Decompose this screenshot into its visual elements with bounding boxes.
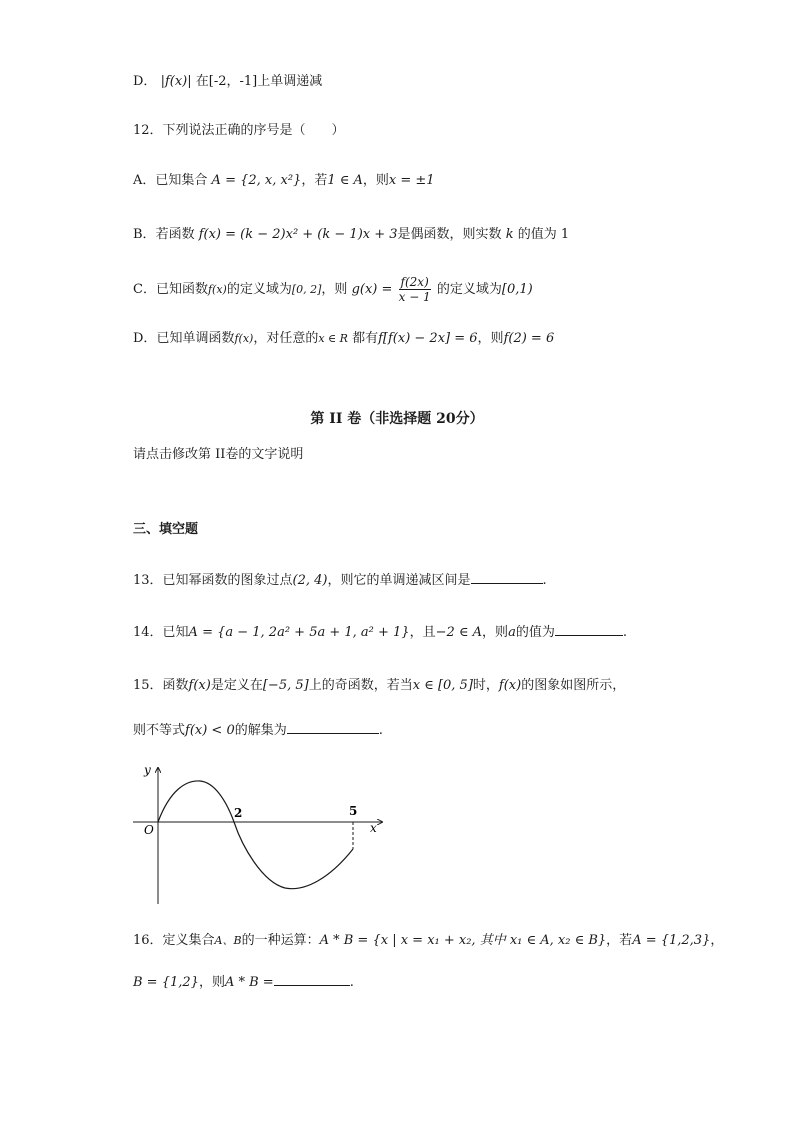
answer-blank[interactable] [471, 569, 543, 584]
math-expr: [0, 2] [291, 283, 322, 296]
question-end: . [378, 723, 383, 738]
question-end: . [349, 975, 354, 990]
question-16-line-1 [133, 931, 723, 951]
answer-blank[interactable] [287, 719, 379, 734]
math-expr: A = {2, x, x²} [211, 173, 302, 188]
math-expr: x ∈ [0, 5] [412, 678, 473, 693]
math-expr: f(x) < 0 [185, 723, 235, 738]
math-expr: |f(x)| [160, 74, 192, 89]
y-axis-label: y [144, 763, 151, 777]
option-text: ，若 [301, 173, 328, 188]
math-expr: x ∈ R [318, 332, 348, 345]
question-text: 的一种运算： [241, 933, 320, 948]
q12-option-d [133, 329, 554, 349]
question-text: ，若 [606, 933, 633, 948]
math-expr: −2 ∈ A [435, 625, 483, 640]
question-text: 13．已知幂函数的图象过点 [133, 573, 293, 588]
math-expr: f[f(x) − 2x] = 6 [378, 331, 478, 346]
option-text: 的定义域为 [436, 282, 502, 297]
answer-blank[interactable] [555, 621, 623, 636]
option-text: 已知集合 [155, 173, 208, 188]
math-expr: x = ±1 [388, 173, 435, 188]
question-text: 时， [472, 678, 499, 693]
q12-option-c [133, 275, 533, 305]
q12-option-a [133, 171, 435, 191]
question-text: ，且 [409, 625, 436, 640]
question-text: 则不等式 [133, 723, 186, 738]
question-text: 15．函数 [133, 678, 189, 693]
math-expr: f(x) [188, 678, 211, 693]
question-text: 的值为 [515, 625, 555, 640]
option-text: 的定义域为 [226, 282, 292, 297]
question-text: ， [710, 933, 724, 948]
function-curve [158, 781, 353, 889]
option-text: 都有 [352, 331, 379, 346]
q11-option-d [133, 72, 322, 92]
option-text: 若函数 [155, 227, 195, 242]
option-text: 是偶函数，则实数 [397, 227, 502, 242]
option-text: ，则 [321, 282, 348, 297]
option-text: ，对任意的 [253, 331, 319, 346]
math-expr: A * B = {x | x = x₁ + x₂, 其中 x₁ ∈ A, x₂ ∈ B} [319, 933, 607, 948]
option-text: 的值为 1 [517, 227, 570, 242]
tick-label-2: 2 [234, 806, 243, 820]
tick-label-5: 5 [349, 804, 358, 818]
section-3-title: 三、填空题 [133, 522, 199, 537]
math-expr: A = {a − 1, 2a² + 5a + 1, a² + 1} [188, 625, 410, 640]
question-text: ，则 [198, 975, 225, 990]
math-expr: a [508, 625, 516, 640]
math-expr: 1 ∈ A [327, 173, 363, 188]
math-expr: (2, 4) [292, 573, 328, 588]
question-text: 的解集为 [234, 723, 287, 738]
math-expr: f(x) [207, 283, 227, 296]
part-2-title: 第 II 卷（非选择题 20分） [310, 411, 484, 427]
option-label: B． [133, 227, 156, 242]
math-expr: A、B [214, 934, 242, 947]
question-text: ，则它的单调递减区间是 [327, 573, 471, 588]
fraction [399, 275, 431, 304]
question-text: 的图象如图所示， [521, 678, 626, 693]
function-graph [130, 760, 390, 910]
fraction-denominator: x − 1 [398, 290, 431, 304]
option-text: 已知单调函数 [156, 331, 235, 346]
math-expr: [−5, 5] [262, 678, 309, 693]
question-14 [133, 621, 627, 643]
question-text: 上的奇函数，若当 [308, 678, 413, 693]
question-text: 是定义在 [210, 678, 263, 693]
fraction-numerator: f(2x) [400, 275, 429, 289]
math-expr: f(x) [234, 332, 254, 345]
question-16-line-2 [133, 971, 354, 993]
question-text: ，则 [482, 625, 509, 640]
option-label: D． [133, 74, 157, 89]
option-text: ，则 [362, 173, 389, 188]
option-text: 在[-2，-1]上单调递减 [195, 74, 323, 89]
math-expr: f(x) = (k − 2)x² + (k − 1)x + 3 [198, 227, 398, 242]
question-15-line-2 [133, 719, 383, 741]
question-15-line-1 [133, 676, 625, 696]
question-text: 16．定义集合 [133, 933, 215, 948]
math-expr: f(2) = 6 [503, 331, 555, 346]
question-end: . [622, 625, 627, 640]
math-expr: B = {1,2} [133, 975, 199, 990]
math-expr: A * B = [224, 975, 274, 990]
math-expr: k [505, 227, 514, 242]
math-expr: g(x) = [351, 282, 393, 297]
option-text: ，则 [477, 331, 504, 346]
option-text: 已知函数 [155, 282, 208, 297]
q12-stem: 12．下列说法正确的序号是（ ） [133, 123, 345, 138]
origin-label: O [144, 823, 154, 837]
math-expr: A = {1,2,3} [632, 933, 711, 948]
q12-option-b [133, 225, 569, 245]
math-expr: f(x) [498, 678, 522, 693]
option-label: C． [133, 282, 156, 297]
answer-blank[interactable] [274, 971, 350, 986]
question-text: 14．已知 [133, 625, 189, 640]
question-13 [133, 569, 547, 591]
x-axis-label: x [370, 821, 377, 835]
math-expr: [0,1) [501, 282, 533, 297]
question-end: . [542, 573, 547, 588]
option-label: D． [133, 331, 157, 346]
part-2-note: 请点击修改第 II卷的文字说明 [133, 447, 304, 462]
option-label: A． [133, 173, 156, 188]
